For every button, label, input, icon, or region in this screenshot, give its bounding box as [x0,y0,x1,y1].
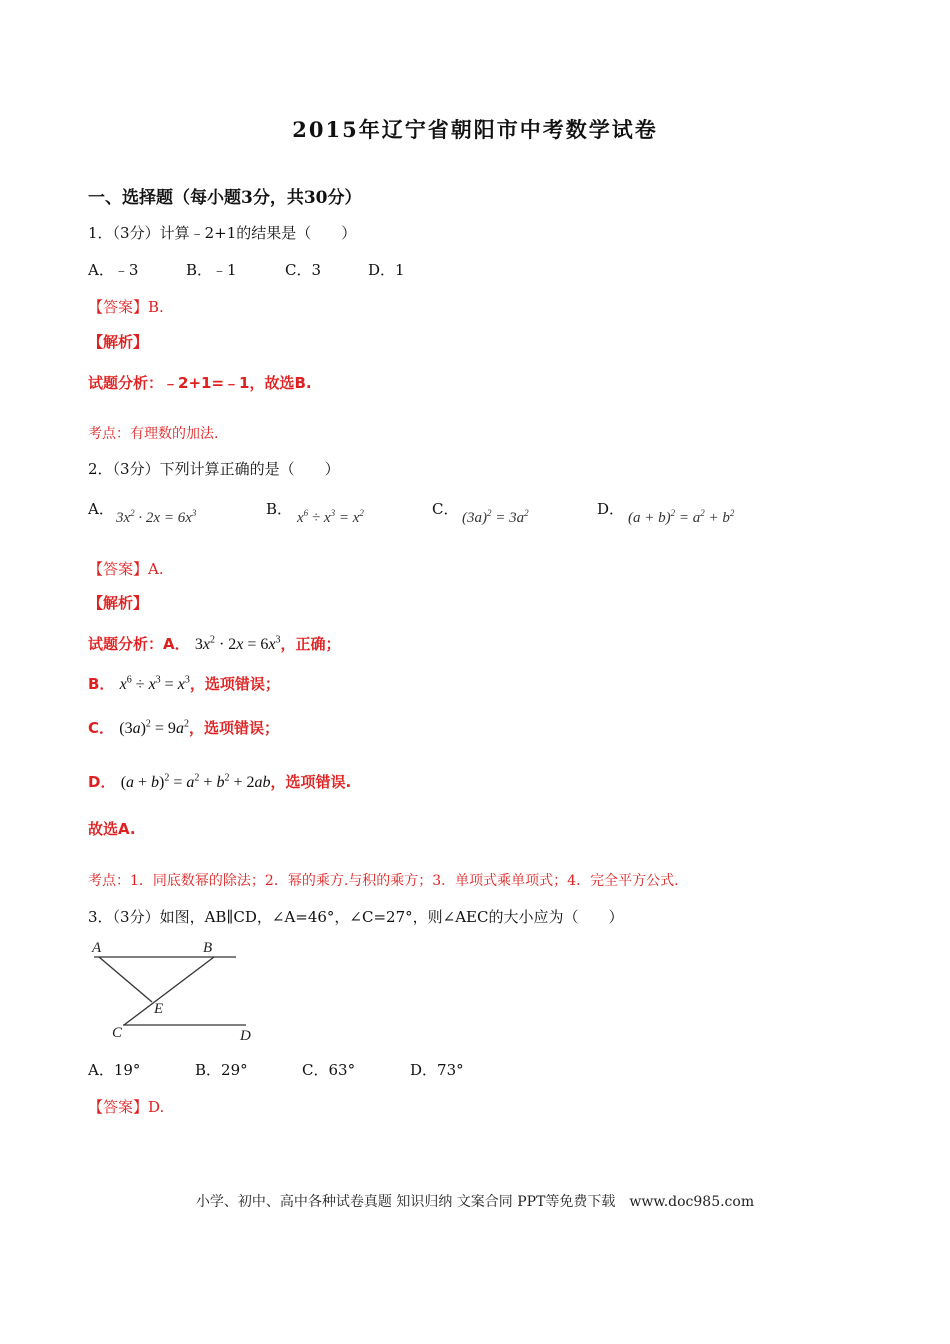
page-title: 2015年辽宁省朝阳市中考数学试卷 [292,117,658,142]
q2-conclusion: 故选A. [88,820,136,838]
q2-option-c-label: C． [432,500,459,518]
q1-knowledge-point: 考点：有理数的加法. [88,426,219,442]
q1-option-d: D．1 [368,261,405,279]
q2-analysis-heading: 【解析】 [88,594,149,612]
q2-knowledge-point: 考点：1．同底数幂的除法；2．幂的乘方.与积的乘方；3．单项式乘单项式；4．完全平方公式. [88,873,679,889]
label-d: D [240,1028,251,1042]
question-3-stem: 3．（3分）如图，AB∥CD，∠A=46°，∠C=27°，则∠AEC的大小应为（ ） [88,908,624,926]
q1-answer: 【答案】B. [88,298,164,316]
q3-option-c: C．63° [302,1061,356,1079]
question-2-stem: 2．（3分）下列计算正确的是（ ） [88,460,340,478]
q2-option-d-label: D． [597,500,625,518]
label-b: B [203,940,213,956]
q1-analysis-heading: 【解析】 [88,333,149,351]
q2-option-b-formula: $x^6 \div x^3 = x^2$ [297,508,364,526]
q1-analysis: 试题分析：﹣2+1=﹣1，故选B. [88,374,312,392]
q2-analysis-d: D． $(a + b)^2 = a^2 + b^2 + 2ab$，选项错误. [88,772,352,791]
q3-answer: 【答案】D. [88,1098,165,1116]
geometry-figure-svg [88,936,263,1042]
q2-analysis-b: B． $x^6 \div x^3 = x^3$，选项错误； [88,674,280,693]
q1-option-c: C．3 [285,261,322,279]
segment-ae [99,957,152,1002]
q2-analysis-c: C． $(3a)^2 = 9a^2$，选项错误； [88,718,279,737]
section-heading: 一、选择题（每小题3分，共30分） [88,188,362,208]
q3-option-b: B．29° [195,1061,248,1079]
q2-option-d-formula: $(a + b)^2 = a^2 + b^2$ [628,508,735,526]
label-a: A [92,940,102,956]
q2-answer: 【答案】A. [88,560,164,578]
page-footer: 小学、初中、高中各种试卷真题 知识归纳 文案合同 PPT等免费下载 www.doc985.com [195,1194,755,1210]
q2-option-a-formula: $3x^2 \cdot 2x = 6x^3$ [116,508,197,526]
q2-option-c-formula: $(3a)^2 = 3a^2$ [462,508,529,526]
q3-option-d: D．73° [410,1061,464,1079]
geometry-figure [88,936,263,1046]
q1-option-b: B．﹣1 [186,261,237,279]
q2-option-a-label: A． [88,500,114,518]
q1-option-a: A．﹣3 [88,261,139,279]
q2-option-b-label: B． [266,500,293,518]
question-1-stem: 1．（3分）计算﹣2+1的结果是（ ） [88,224,357,242]
q3-option-a: A．19° [88,1061,141,1079]
q2-analysis-a: 试题分析：A． $3x^2 \cdot 2x = 6x^3$，正确； [88,634,341,653]
label-c: C [112,1025,123,1041]
label-e: E [154,1001,164,1017]
segment-bc [124,957,214,1025]
